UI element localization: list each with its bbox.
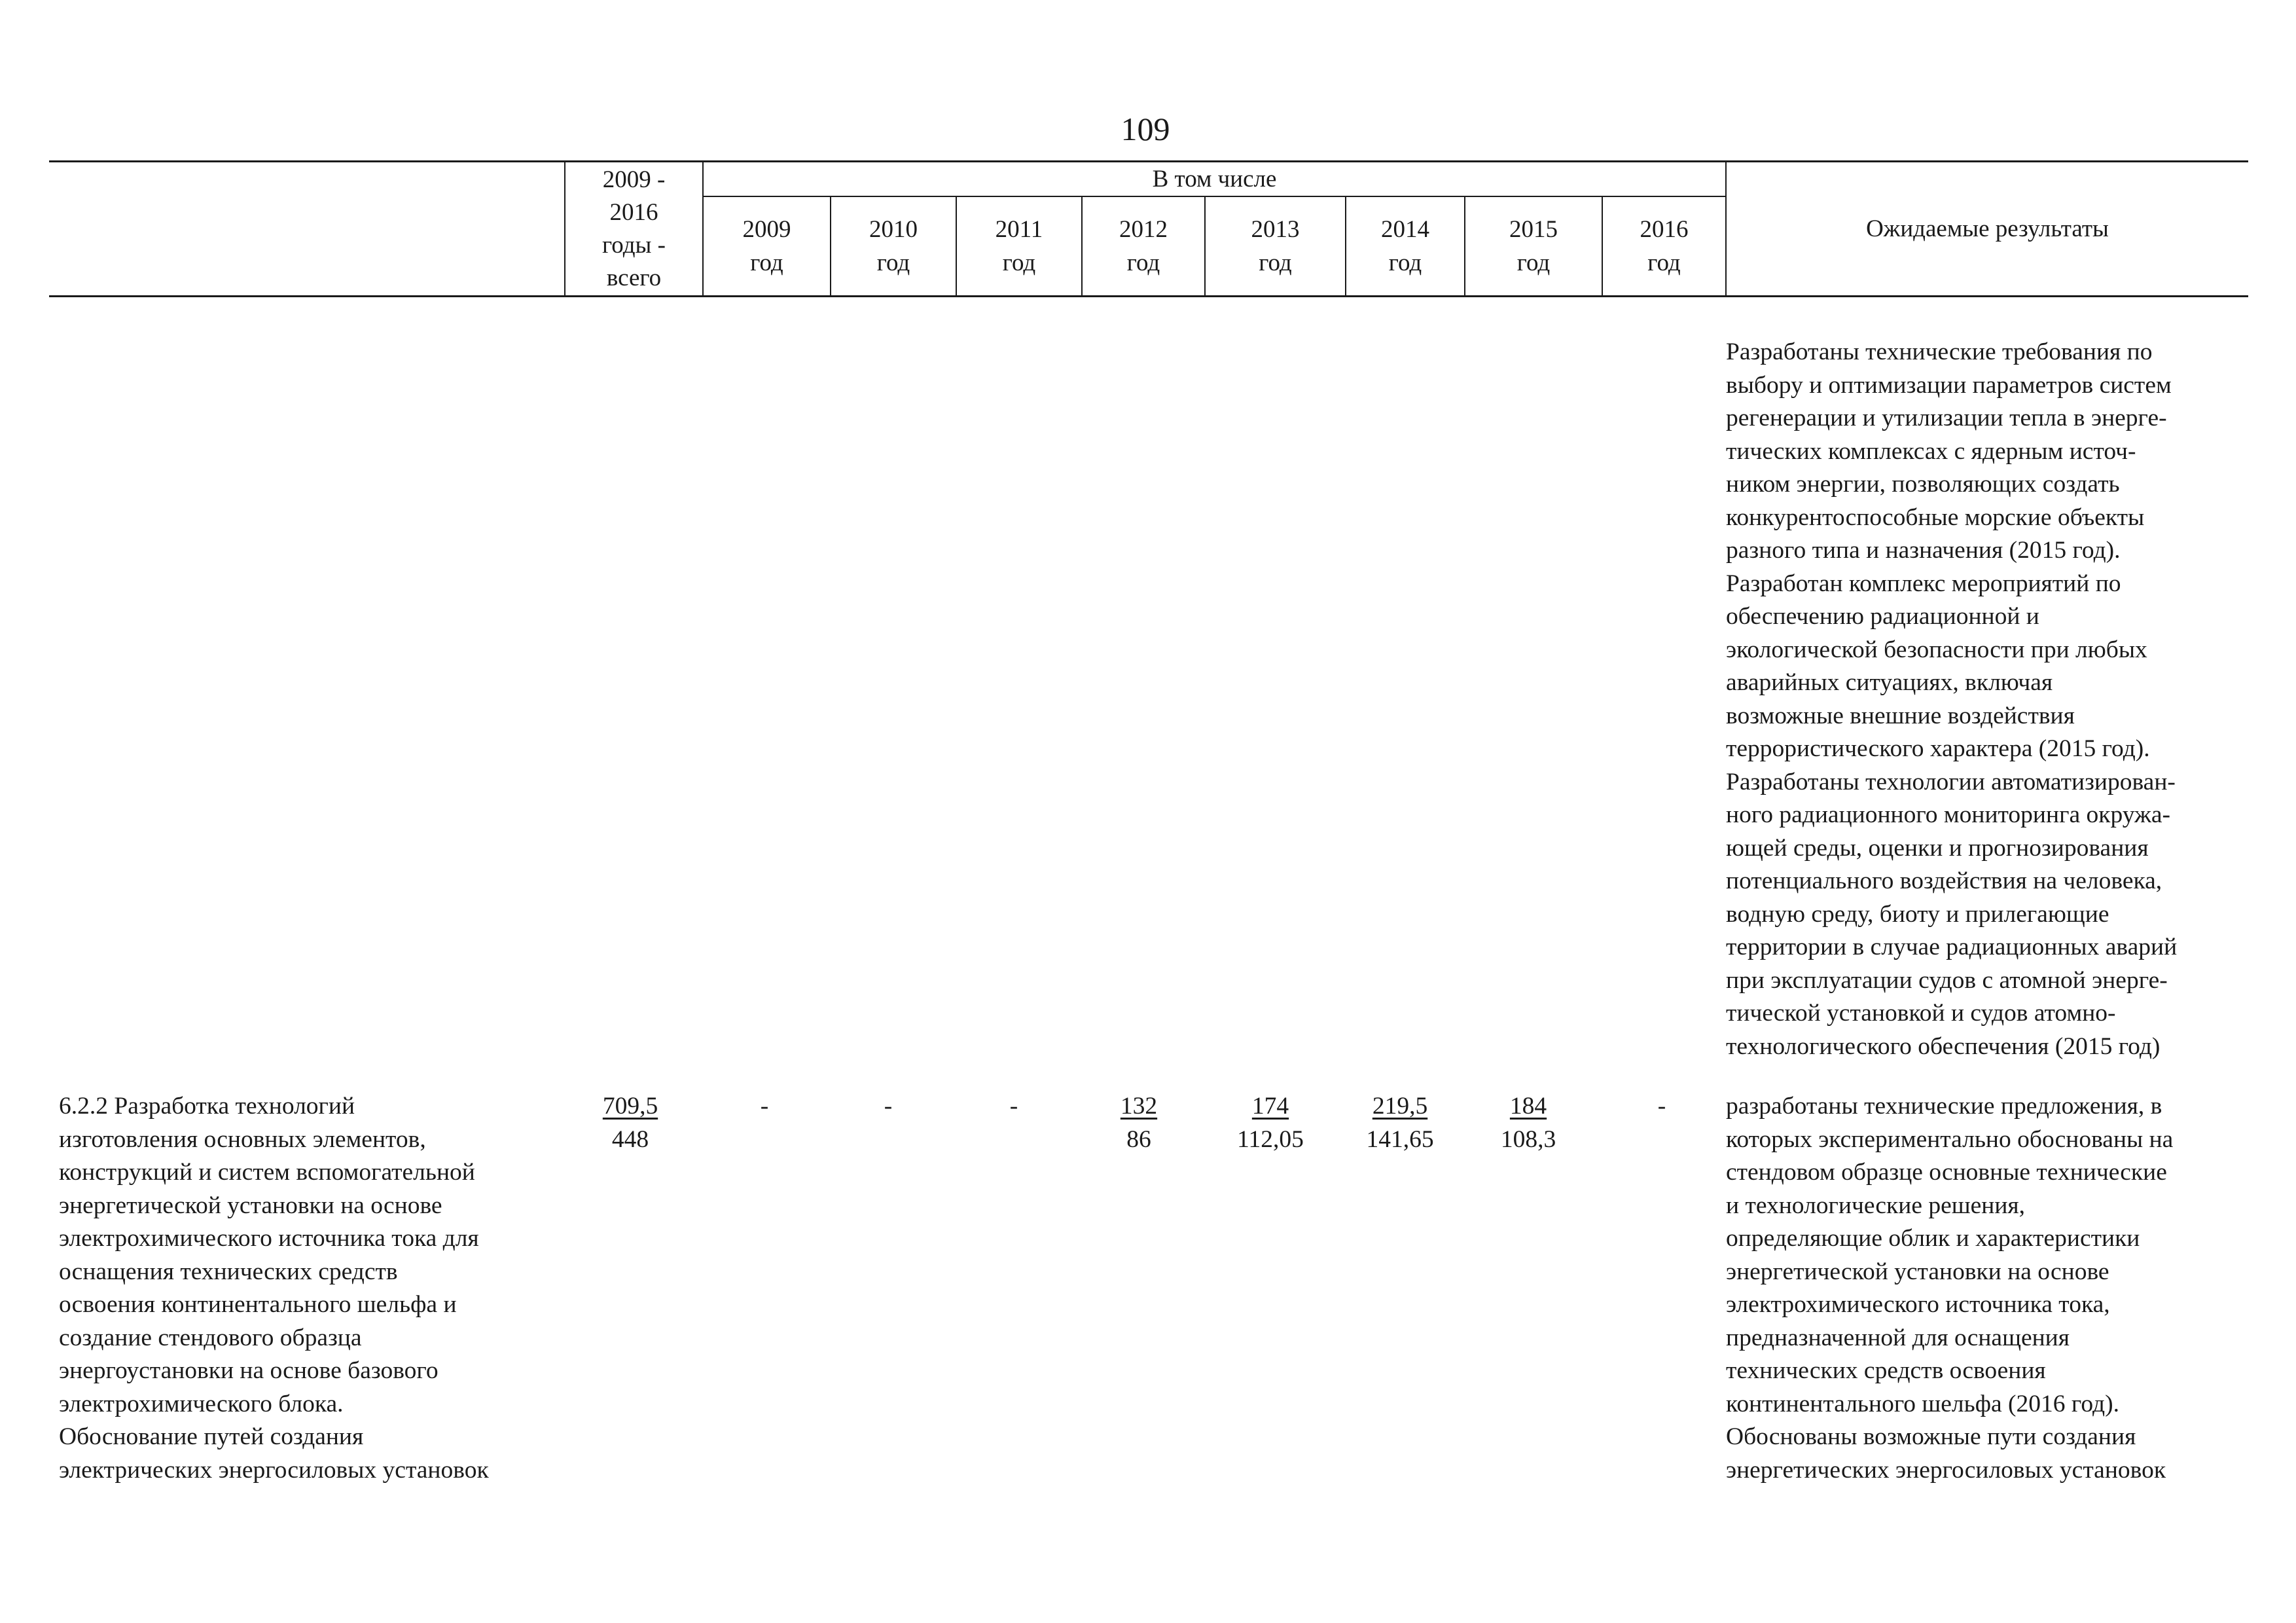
- row-622-y2013-bottom: 112,05: [1237, 1125, 1304, 1153]
- table-header-bottom-rule: [49, 295, 2248, 297]
- row-622-y2014-top: 219,5: [1372, 1093, 1428, 1120]
- row-622-description: 6.2.2 Разработка технологий изготовления основных элементов, конструкций и систем вспомогательной энергетической установки на основе электрохимического источника тока для оснащения технических средств освоения континентального шельфа и создание стендового образца энергоустановки на основе базового электрохимического блока. Обоснование путей создания электрических энергосиловых установок: [59, 1093, 489, 1484]
- row-622-y2014: [1351, 1090, 1449, 1156]
- header-year-2016: 2016 год: [1640, 216, 1689, 276]
- header-year-2014: 2014 год: [1381, 216, 1429, 276]
- continued-results-text: Разработаны технические требования по выбору и оптимизации параметров систем регенерации и утилизации тепла в энерге- тических комплексах с ядерным источ- ником энергии, позволяющих создать конкурентоспособные морские объекты разного типа и назначения (2015 год). Разработан комплекс мероприятий по обеспечению радиационной и экологической безопасности при любых аварийных ситуациях, включая возможные внешние воздействия террористического характера (2015 год). Разработаны технологии автоматизирован- ного радиационного мониторинга окружа- ющей среды, оценки и прогнозирования потенциального воздействия на человека, водную среду, биоту и прилегающие территории в случае радиационных аварий при эксплуатации судов с атомной энерге- тической установкой и судов атомно- технологического обеспечения (2015 год): [1726, 338, 2178, 1060]
- row-622-y2009: -: [760, 1093, 769, 1120]
- page-number: 109: [1121, 111, 1170, 147]
- row-622-y2012: [1090, 1090, 1188, 1156]
- row-622-y2010: -: [884, 1093, 893, 1120]
- row-622-y2012-top: 132: [1120, 1093, 1158, 1120]
- row-622-total-bottom: 448: [611, 1125, 649, 1153]
- row-622-y2015: [1479, 1090, 1577, 1156]
- header-expected-results: Ожидаемые результаты: [1866, 215, 2109, 242]
- header-year-2011: 2011 год: [995, 216, 1043, 276]
- row-622-y2011: -: [1009, 1093, 1018, 1120]
- row-622-y2016: -: [1657, 1093, 1666, 1120]
- row-622-y2013-top: 174: [1251, 1093, 1289, 1120]
- row-622-y2014-bottom: 141,65: [1366, 1125, 1434, 1153]
- header-group-label: В том числе: [1152, 166, 1277, 192]
- row-622-y2013: [1221, 1090, 1319, 1156]
- header-year-2012: 2012 год: [1119, 216, 1168, 276]
- header-year-2013: 2013 год: [1251, 216, 1300, 276]
- row-622-total-top: 709,5: [602, 1093, 658, 1120]
- row-622-results: разработаны технические предложения, в которых экспериментально обоснованы на стендовом образце основные технические и технологические решения, определяющие облик и характеристики энергетической установки на основе электрохимического источника тока, предназначенной для оснащения технических средств освоения континентального шельфа (2016 год). Обоснованы возможные пути создания энергетических энергосиловых установок: [1726, 1093, 2174, 1484]
- header-year-2015: 2015 год: [1509, 216, 1558, 276]
- header-year-2010: 2010 год: [869, 216, 918, 276]
- header-total-years: 2009 - 2016 годы - всего: [602, 166, 666, 291]
- header-year-2009: 2009 год: [742, 216, 791, 276]
- row-622-total: [581, 1090, 679, 1156]
- row-622-y2015-bottom: 108,3: [1500, 1125, 1556, 1153]
- row-622-y2012-bottom: 86: [1126, 1125, 1151, 1153]
- row-622-y2015-top: 184: [1509, 1093, 1547, 1120]
